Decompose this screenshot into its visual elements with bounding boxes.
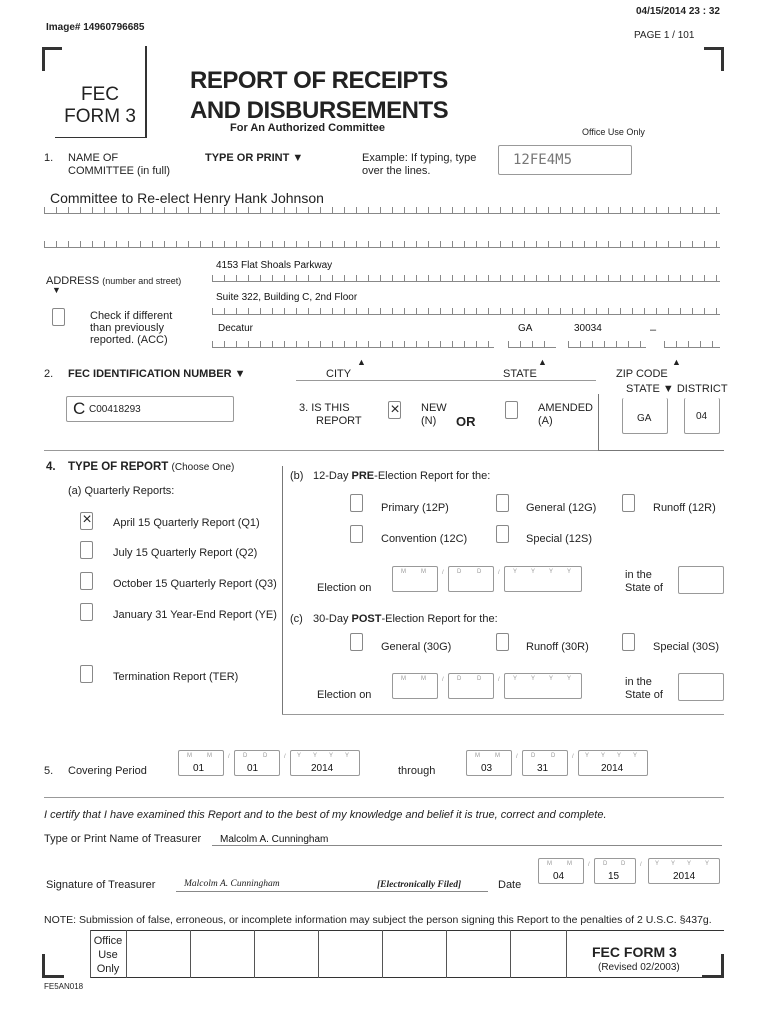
state-field[interactable] (508, 334, 556, 348)
pre-election-heading: 12-Day PRE-Election Report for the: (313, 470, 491, 482)
ye-checkbox[interactable] (80, 603, 93, 621)
signature-label: Signature of Treasurer (46, 879, 156, 891)
street-line-2-field[interactable] (212, 301, 720, 315)
special-12s-label: Special (12S) (526, 533, 593, 545)
new-report-label: NEW (N) (421, 402, 447, 427)
section-5-number: 5. (44, 765, 54, 777)
from-month[interactable]: M M 01 (178, 750, 224, 776)
district-number-value: 04 (696, 411, 708, 422)
address-changed-checkbox[interactable] (52, 308, 65, 326)
runoff-12r-label: Runoff (12R) (653, 502, 716, 514)
amended-report-label: AMENDED (A) (538, 402, 594, 427)
section-4-number: 4. (46, 461, 56, 473)
committee-name-label: NAME OF COMMITTEE (in full) (68, 152, 171, 177)
post-election-on-label: Election on (317, 689, 372, 701)
post-election-heading: 30-Day POST-Election Report for the: (313, 613, 498, 625)
post-election-state-label: in the State of (625, 676, 663, 701)
section-2-number: 2. (44, 368, 54, 380)
or-label: OR (456, 414, 476, 429)
general-30g-label: General (30G) (381, 641, 452, 653)
zip-dash: – (650, 324, 657, 336)
form-title: REPORT OF RECEIPTS AND DISBURSEMENTS (190, 67, 449, 124)
form-code-box-base (55, 137, 147, 138)
form-code: FEC FORM 3 (64, 84, 136, 127)
post-election-tag: (c) (290, 613, 303, 625)
office-use-only-label: Office Use Only (93, 935, 123, 975)
to-day[interactable]: D D 31 (522, 750, 568, 776)
pre-election-month[interactable]: M M (392, 566, 438, 592)
address-changed-label: Check if different than previously reported. (ACC) (90, 310, 173, 346)
footer-form-name: FEC FORM 3 (592, 944, 677, 960)
state-arrow-icon: ▲ (538, 357, 547, 367)
city-label: CITY (326, 368, 352, 380)
state-label: STATE (503, 368, 537, 380)
section-1-number: 1. (44, 152, 54, 164)
primary-12p-checkbox[interactable] (350, 494, 363, 512)
pre-election-on-label: Election on (317, 582, 372, 594)
district-number-field[interactable] (684, 398, 720, 434)
amended-report-checkbox[interactable] (505, 401, 518, 419)
runoff-30r-label: Runoff (30R) (526, 641, 589, 653)
corner-mark-bottom-left (42, 954, 64, 978)
treasurer-name: Malcolm A. Cunningham (220, 834, 329, 845)
fec-id-prefix: C (73, 399, 86, 418)
city-arrow-icon: ▲ (357, 357, 366, 367)
example-text: Example: If typing, type over the lines. (362, 152, 477, 177)
form-code-footer: FE5AN018 (44, 982, 84, 991)
address-arrow-icon: ▼ (52, 285, 61, 295)
general-12g-checkbox[interactable] (496, 494, 509, 512)
general-30g-checkbox[interactable] (350, 633, 363, 651)
q1-check-mark: × (82, 511, 92, 528)
general-12g-label: General (12G) (526, 502, 597, 514)
to-year[interactable]: Y Y Y Y 2014 (578, 750, 648, 776)
zip-field[interactable] (568, 334, 646, 348)
corner-mark-top-left (42, 47, 62, 71)
fec-id-value: C00418293 (89, 404, 141, 415)
primary-12p-label: Primary (12P) (381, 502, 449, 514)
quarterly-reports-label: (a) Quarterly Reports: (68, 485, 175, 497)
zip-value: 30034 (574, 323, 602, 334)
fec-id-field[interactable] (66, 396, 234, 422)
corner-mark-top-right (704, 47, 724, 71)
post-election-month[interactable]: M M (392, 673, 438, 699)
grid-line (254, 930, 255, 978)
district-state-value: GA (637, 413, 652, 424)
new-report-check-mark: × (390, 401, 400, 418)
grid-line (382, 930, 383, 978)
page-number: PAGE 1 / 101 (634, 30, 695, 41)
image-number: Image# 14960796685 (46, 22, 145, 33)
grid-line (190, 930, 191, 978)
ter-checkbox[interactable] (80, 665, 93, 683)
district-divider (598, 394, 599, 450)
section-divider-5 (282, 714, 724, 715)
state-value: GA (518, 323, 533, 334)
district-state-field[interactable] (622, 398, 668, 434)
to-month[interactable]: M M 03 (466, 750, 512, 776)
from-year[interactable]: Y Y Y Y 2014 (290, 750, 360, 776)
type-or-print-label: TYPE OR PRINT ▼ (205, 152, 304, 164)
office-use-label: Office Use Only (582, 127, 645, 137)
type-of-report-heading: TYPE OF REPORT (Choose One) (68, 461, 235, 473)
q1-label: April 15 Quarterly Report (Q1) (113, 517, 260, 529)
grid-line (126, 930, 127, 978)
footer-revised: (Revised 02/2003) (598, 962, 680, 973)
form-subtitle: For An Authorized Committee (230, 122, 386, 134)
pre-election-year[interactable]: Y Y Y Y (504, 566, 582, 592)
sig-day[interactable]: D D 15 (594, 858, 636, 884)
certification-statement: I certify that I have examined this Report and to the best of my knowledge and belief it is true, correct and complete. (44, 809, 607, 821)
committee-name-value: Committee to Re-elect Henry Hank Johnson (50, 190, 327, 206)
office-code: 12FE4M5 (513, 152, 573, 168)
q2-label: July 15 Quarterly Report (Q2) (113, 547, 258, 559)
penalty-note: NOTE: Submission of false, erroneous, or incomplete information may subject the person signing this Report to the penalties of 2 U.S.C. §437g. (44, 914, 712, 926)
city-field[interactable] (212, 334, 494, 348)
post-election-day[interactable]: D D (448, 673, 494, 699)
section-4-divider (282, 466, 283, 714)
runoff-30r-checkbox[interactable] (496, 633, 509, 651)
city-value: Decatur (218, 323, 254, 334)
runoff-12r-checkbox[interactable] (622, 494, 635, 512)
street-line-2: Suite 322, Building C, 2nd Floor (216, 292, 358, 303)
special-30s-label: Special (30S) (653, 641, 720, 653)
post-election-year[interactable]: Y Y Y Y (504, 673, 582, 699)
state-district-label: STATE ▼ DISTRICT (626, 383, 728, 395)
electronically-filed: [Electronically Filed] (377, 880, 462, 890)
form-code-box (145, 46, 147, 138)
zip-ext-field[interactable] (664, 334, 720, 348)
street-line-1: 4153 Flat Shoals Parkway (216, 260, 333, 271)
covering-period-label: Covering Period (68, 765, 147, 777)
treasurer-name-label: Type or Print Name of Treasurer (44, 833, 202, 845)
convention-12c-label: Convention (12C) (381, 533, 468, 545)
grid-line (510, 930, 511, 978)
committee-name-field-2[interactable] (44, 234, 720, 248)
convention-12c-checkbox[interactable] (350, 525, 363, 543)
sig-month[interactable]: M M 04 (538, 858, 584, 884)
zip-arrow-icon: ▲ (672, 357, 681, 367)
through-label: through (398, 765, 436, 777)
pre-election-state-label: in the State of (625, 569, 663, 594)
grid-line (318, 930, 319, 978)
grid-line (566, 930, 567, 978)
office-code-box (498, 145, 632, 175)
q3-checkbox[interactable] (80, 572, 93, 590)
pre-election-state-field[interactable] (678, 566, 724, 594)
q3-label: October 15 Quarterly Report (Q3) (113, 578, 277, 590)
grid-line (90, 930, 91, 978)
section-divider-cert (44, 797, 724, 798)
from-day[interactable]: D D 01 (234, 750, 280, 776)
pre-election-day[interactable]: D D (448, 566, 494, 592)
fec-id-label: FEC IDENTIFICATION NUMBER ▼ (68, 368, 246, 380)
q2-checkbox[interactable] (80, 541, 93, 559)
post-election-state-field[interactable] (678, 673, 724, 701)
section-divider (44, 450, 598, 451)
district-divider-base (598, 450, 724, 451)
special-12s-checkbox[interactable] (496, 525, 509, 543)
signature-date-label: Date (498, 879, 522, 891)
ter-label: Termination Report (TER) (113, 671, 239, 683)
ye-label: January 31 Year-End Report (YE) (113, 609, 277, 621)
signature-value: Malcolm A. Cunningham (184, 879, 280, 889)
corner-mark-bottom-right (702, 954, 724, 978)
zip-label: ZIP CODE (616, 368, 668, 380)
pre-election-tag: (b) (290, 470, 304, 482)
timestamp: 04/15/2014 23 : 32 (636, 6, 720, 17)
address-label: ADDRESS (number and street) (46, 275, 182, 287)
special-30s-checkbox[interactable] (622, 633, 635, 651)
is-this-report-label: 3. IS THIS REPORT (299, 402, 362, 427)
grid-line (446, 930, 447, 978)
sig-year[interactable]: Y Y Y Y 2014 (648, 858, 720, 884)
divider (296, 380, 596, 381)
